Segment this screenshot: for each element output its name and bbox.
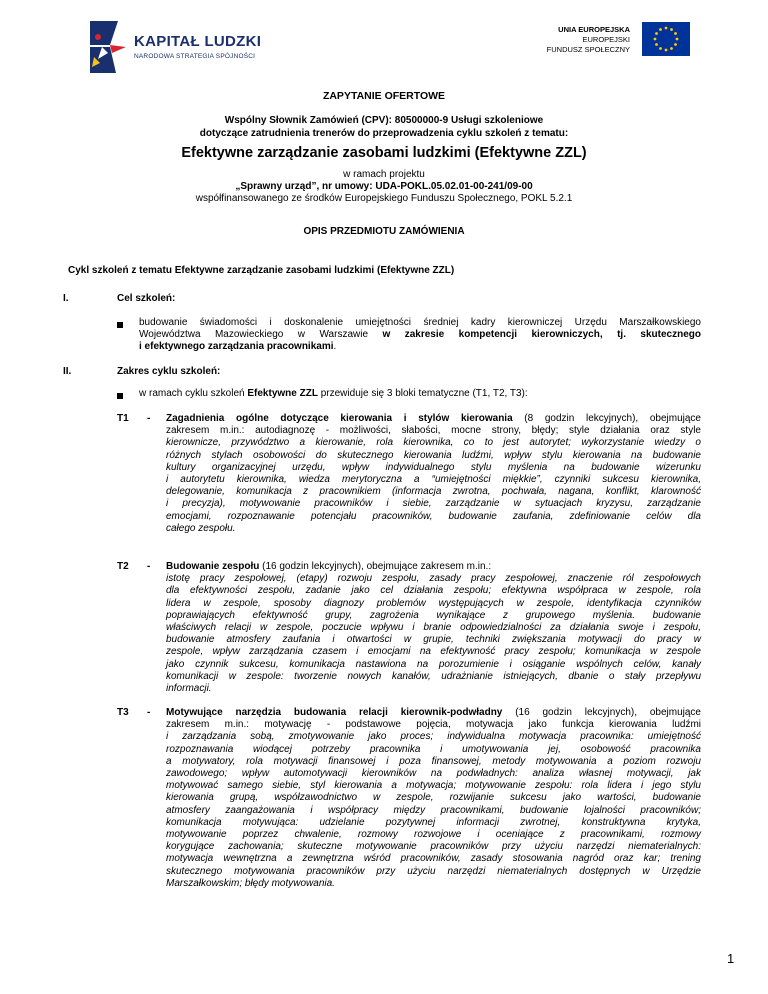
text-run: (8 godzin lekcyjnych), obejmujące — [512, 413, 701, 424]
text-line: dla efektywności zespołu, zadanie jako cel działania zespołu; efektywna współpraca w zespole, rola — [166, 585, 701, 597]
text-line: Marszałkowskim; błędy motywowania. — [166, 877, 335, 889]
cpv-line-1: Wspólny Słownik Zamówień (CPV): 80500000-9 Usługi szkoleniowe — [224, 115, 544, 126]
text-run: . — [333, 341, 337, 353]
text-line: lidera w zespole, sposoby diagnozy problemów występujących w zespole, identyfikacja czynników — [166, 597, 701, 609]
text-line: emocjami, rozpoznawanie potencjału pracowników, budowanie zaufania, zdefiniowanie celów dla — [166, 510, 701, 522]
text-line: zespole, wpływ zarządzania czasem i emocjami na efektywność pracy zespołu; komunikacja w zespole — [166, 646, 701, 658]
text-line: zakresem m.in.: autodiagnozę - możliwości, słabości, mocne strony, błędy; style działania oraz style — [166, 425, 701, 437]
text-line — [166, 413, 701, 425]
topic-t3-text — [166, 707, 701, 890]
text-run: przewiduje się 3 bloki tematyczne (T1, T2, T3): — [317, 388, 528, 399]
text-line: kultury organizacyjnej urzędu, wpływ indywidualnego stylu myślenia na budowanie wizerunku — [166, 461, 701, 473]
text-line: rozpoznawania wiodącej potrzeby pracownika i umotywowania jej, osobowość pracownika — [166, 743, 701, 755]
text-line: różnych stylach osobowości do skutecznego kierowania ludźmi, wpływ stylu kierowania na budowanie — [166, 449, 701, 461]
kapital-ludzki-title: KAPITAŁ LUDZKI — [134, 33, 262, 50]
text-line: całego zespołu. — [166, 522, 236, 534]
text-line: i autorytetu kierownika, wiedza merytoryczna a “umiejętności miękkie”, czynniki sukcesu kierownika, — [166, 474, 701, 486]
text-line — [139, 329, 701, 341]
text-run-bold: w zakresie kompetencji kierowniczych, tj. skutecznego — [382, 329, 702, 341]
document-title: ZAPYTANIE OFERTOWE — [322, 90, 446, 102]
text-run: Województwa Mazowieckiego w Warszawie — [139, 329, 383, 341]
text-run: (16 godzin lekcyjnych), obejmujące zakresem m.in.: — [259, 561, 492, 572]
kapital-ludzki-emblem-icon — [88, 17, 132, 75]
section-2-bullet-text — [139, 388, 528, 399]
eu-logo-text — [547, 25, 630, 55]
training-topic-title: Efektywne zarządzanie zasobami ludzkimi (Efektywne ZZL) — [181, 145, 587, 161]
text-line — [166, 707, 701, 719]
text-line: budowanie atmosfery zaufania i otwartości w grupie, techniki zwiększania motywacji do pracy w — [166, 634, 701, 646]
text-run-bold: i efektywnego zarządzania pracownikami — [139, 341, 334, 353]
topic-dash: - — [147, 561, 151, 572]
topic-dash: - — [147, 413, 151, 424]
text-run: w ramach cyklu szkoleń — [139, 388, 248, 399]
topic-title: Motywujące narzędzia budowania relacji kierownik-podwładny — [166, 707, 503, 718]
text-line: zawodowego; wpływ automotywacji kierowników na podwładnych: analiza własnej motywacji, jak — [166, 768, 701, 780]
text-line: budowanie świadomości i doskonalenie umiejętności średniej kadry kierowniczej Urzędu Marszałkowskiego — [139, 317, 701, 328]
bullet-icon — [117, 393, 123, 399]
eu-logo-line: UNIA EUROPEJSKA — [558, 25, 630, 34]
eu-logo — [520, 22, 690, 66]
topic-t2-text — [166, 561, 701, 695]
text-line: poprawiających efektywność grupy, zagrożenia wynikające z grupowego myślenia. budowanie — [166, 609, 701, 621]
text-line: właściwych relacji w zespole, poczucie wpływu i branie odpowiedzialności za działania swoje i zespołu, — [166, 622, 701, 634]
bullet-icon — [117, 322, 123, 328]
text-line: jako czynnik sukcesu, komunikacja nastawiona na porozumienie i osiąganie wspólnych celów, kanały — [166, 658, 701, 670]
topic-title: Zagadnienia ogólne dotyczące kierowania i stylów kierowania — [166, 413, 513, 424]
text-line: istotę pracy zespołowej, (etapy) rozwoju zespołu, zasady pracy zespołowej, znaczenie ról zespołowych — [166, 573, 701, 585]
text-line: skutecznego motywowania pracowników przy użyciu narzędzi niematerialnych dostępnych w Urzędzie — [166, 865, 701, 877]
topic-title: Budowanie zespołu — [166, 561, 260, 572]
page-number: 1 — [727, 951, 735, 966]
project-line-1: w ramach projektu — [343, 169, 425, 180]
topic-code: T2 — [117, 561, 129, 572]
text-run: (16 godzin lekcyjnych), obejmujące — [502, 707, 701, 718]
eu-logo-line: EUROPEJSKI — [582, 35, 630, 44]
project-line-3: współfinansowanego ze środków Europejskiego Funduszu Społecznego, POKL 5.2.1 — [195, 193, 573, 204]
section-1-bullet-text — [139, 317, 701, 354]
text-line: komunikacji w zespole: tworzenie nowych kanałów, udrażnianie istniejących, dbanie o stały przepływu — [166, 670, 701, 682]
section-numeral: I. — [63, 293, 69, 304]
text-line: delegowanie, komunikacja z pracownikiem (informacja zwrotna, pochwała, nagana, konflikt, klarowność — [166, 486, 701, 498]
text-line: korygujące zachowania; skuteczne motywowanie pracowników przy użyciu narzędzi niematerialnych: — [166, 841, 701, 853]
cycle-heading: Cykl szkoleń z tematu Efektywne zarządzanie zasobami ludzkimi (Efektywne ZZL) — [68, 265, 455, 276]
section-heading: Zakres cyklu szkoleń: — [117, 366, 221, 377]
text-line: atmosfery zaangażowania i współpracy między pracownikami, budowanie lojalności pracowników; — [166, 804, 701, 816]
text-line: a motywatory, rola motywacji finansowej i poza finansowej, metody motywowania a poziom rozwoju — [166, 755, 701, 767]
project-line-2: „Sprawny urząd”, nr umowy: UDA-POKL.05.02.01-00-241/09-00 — [235, 181, 533, 192]
text-line: kierowania grupą, współzawodnictwo w zespole, rozwijanie sukcesu jako wartości, budowanie — [166, 792, 701, 804]
cpv-line-2: dotyczące zatrudnienia trenerów do przeprowadzenia cyklu szkoleń z tematu: — [199, 128, 569, 139]
text-line — [139, 341, 701, 353]
section-title-opis: OPIS PRZEDMIOTU ZAMÓWIENIA — [303, 226, 465, 237]
text-line: komunikacja motywująca: udzielanie pozytywnej informacji zwrotnej, konstruktywna krytyka, — [166, 816, 701, 828]
text-line: motywować samego siebie, styl kierowania a motywacja; motywowanie zespołu: rola lidera i jego stylu — [166, 780, 701, 792]
eu-flag-icon — [642, 22, 690, 56]
topic-t1-text — [166, 413, 701, 535]
topic-code: T3 — [117, 707, 129, 718]
text-line: informacji. — [166, 683, 212, 695]
topic-dash: - — [147, 707, 151, 718]
text-line: i precyzja), motywowanie pracowników i siebie, zarządzanie w sytuacjach kryzysu, zarządzanie — [166, 498, 701, 510]
section-heading: Cel szkoleń: — [117, 293, 176, 304]
text-line: motywacja wewnętrzna a zewnętrzna wśród pracowników, zasady stosowania nagród oraz kar; trening — [166, 853, 701, 865]
section-numeral: II. — [63, 366, 72, 377]
text-line: zakresem m.in.: motywację - podstawowe pojęcia, motywacja jako funkcja kierowania ludźmi — [166, 719, 701, 731]
text-line: kierownicze, przywództwo a kierowanie, rola kierownika, co to jest autorytet; wykorzystanie wiedzy o — [166, 437, 701, 449]
text-line: motywowanie poprzez chwalenie, rozmowy rozwojowe i oceniające z pracownikami, rozmowy — [166, 829, 701, 841]
text-line — [166, 561, 701, 573]
kapital-ludzki-subtitle: NARODOWA STRATEGIA SPÓJNOŚCI — [134, 53, 256, 60]
text-line: i zarządzania sobą, zmotywowanie jako proces; indywidualna motywacja pracownika: umiejętność — [166, 731, 701, 743]
text-run-bold: Efektywne ZZL — [247, 388, 318, 399]
topic-code: T1 — [117, 413, 129, 424]
kapital-ludzki-logo — [88, 17, 268, 75]
eu-logo-line: FUNDUSZ SPOŁECZNY — [546, 45, 630, 54]
